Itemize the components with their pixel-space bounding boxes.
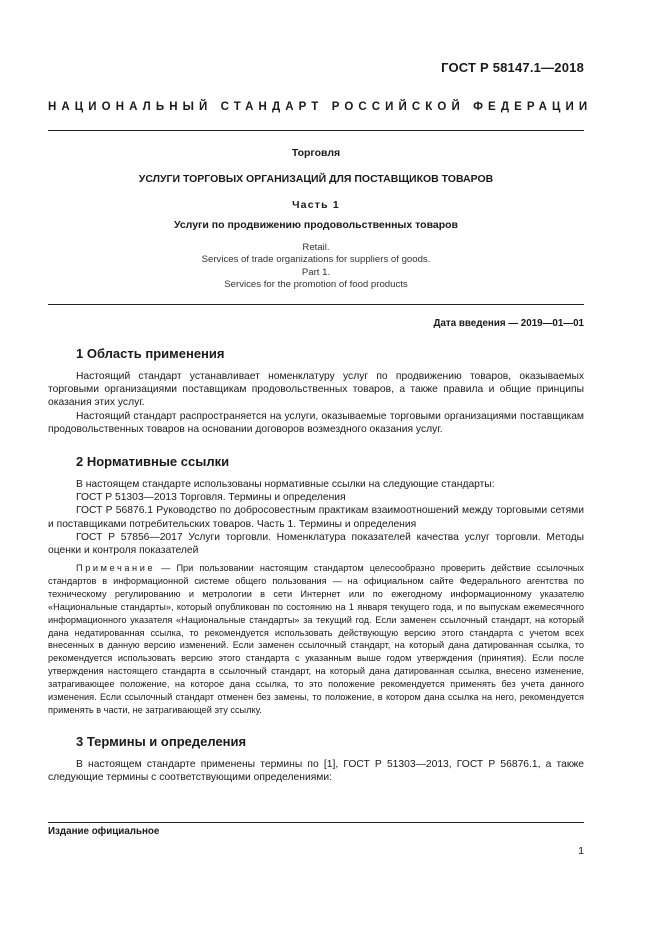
reference-item: ГОСТ Р 56876.1 Руководство по добросовестным практикам взаимоотношений между торговыми сетями и поставщиками потребительских товаров. Часть 1. Термины и определения bbox=[48, 505, 584, 530]
page-number: 1 bbox=[578, 846, 584, 857]
document-code: ГОСТ Р 58147.1—2018 bbox=[441, 60, 584, 75]
official-edition-label: Издание официальное bbox=[48, 826, 160, 837]
english-title-line: Services of trade organizations for suppliers of goods. bbox=[201, 254, 431, 266]
paragraph: В настоящем стандарте применены термины по [1], ГОСТ Р 51303—2013, ГОСТ Р 56876.1, а также следующие термины с соответствующими определениями: bbox=[48, 759, 584, 784]
section-3-body bbox=[48, 758, 584, 784]
document-title: УСЛУГИ ТОРГОВЫХ ОРГАНИЗАЦИЙ ДЛЯ ПОСТАВЩИКОВ ТОВАРОВ bbox=[138, 173, 494, 185]
section-2-heading: 2 Нормативные ссылки bbox=[76, 454, 230, 469]
english-title-line: Services for the promotion of food products bbox=[224, 279, 408, 291]
paragraph: Настоящий стандарт распространяется на услуги, оказываемые торговыми организациями поставщикам продовольственных товаров на основании договоров возмездного оказания услуг. bbox=[48, 410, 584, 435]
note-text: — При пользовании настоящим стандартом целесообразно проверить действие ссылочных стандартов в информационной системе общего пользования — на официальном сайте Федерального агентства по техническому регулированию и метрологии в сети Интернет или по ежегодному информационному указателю «Национальные стандарты», который опубликован по состоянию на 1 января текущего года, и по выпускам ежемесячного информационного указателя «Национальные стандарты» за текущий год. Если заменен ссылочный стандарт, на который дана недатированная ссылка, то рекомендуется использовать действующую версию этого стандарта с учетом всех внесенных в данную версию изменений. Если заменен ссылочный стандарт, на который дана датированная ссылка, то рекомендуется использовать версию этого стандарта с указанным выше годом утверждения (принятия). Если после утверждения настоящего стандарта в ссылочный стандарт, на который дана датированная ссылка, внесено изменение, затрагивающее положение, на которое дана ссылка, то это положение рекомендуется применять без учета данного изменения. Если ссылочный стандарт отменен без замены, то положение, в котором дана ссылка на него, рекомендуется применять в части, не затрагивающей эту ссылку. bbox=[48, 563, 584, 715]
section-2-body bbox=[48, 478, 584, 557]
footer-divider bbox=[48, 822, 584, 823]
reference-item: ГОСТ Р 57856—2017 Услуги торговли. Номенклатура показателей качества услуг торговли. Методы оценки и контроля показателей bbox=[48, 531, 584, 557]
section-3-heading: 3 Термины и определения bbox=[76, 734, 247, 749]
national-standard-heading: НАЦИОНАЛЬНЫЙ СТАНДАРТ РОССИЙСКОЙ ФЕДЕРАЦИИ bbox=[48, 101, 593, 113]
title-divider bbox=[48, 304, 584, 305]
trade-heading: Торговля bbox=[291, 147, 341, 159]
english-title bbox=[48, 242, 584, 292]
document-subtitle: Услуги по продвижению продовольственных товаров bbox=[173, 219, 459, 231]
top-divider bbox=[48, 130, 584, 131]
paragraph: В настоящем стандарте использованы нормативные ссылки на следующие стандарты: bbox=[76, 479, 495, 490]
note-paragraph bbox=[48, 562, 584, 717]
section-1-body bbox=[48, 370, 584, 436]
english-title-line: Retail. bbox=[302, 242, 330, 253]
paragraph: Настоящий стандарт устанавливает номенклатуру услуг по продвижению товаров, оказываемых торговыми организациями поставщикам продовольственных товаров, а также правила и общие принципы оказания этих услуг. bbox=[48, 371, 584, 409]
part-label: Часть 1 bbox=[292, 199, 340, 211]
english-title-line: Part 1. bbox=[301, 266, 331, 278]
reference-item: ГОСТ Р 51303—2013 Торговля. Термины и определения bbox=[76, 492, 346, 504]
note-label: Примечание bbox=[76, 563, 156, 573]
section-1-heading: 1 Область применения bbox=[76, 346, 225, 361]
introduction-date: Дата введения — 2019—01—01 bbox=[433, 318, 584, 329]
